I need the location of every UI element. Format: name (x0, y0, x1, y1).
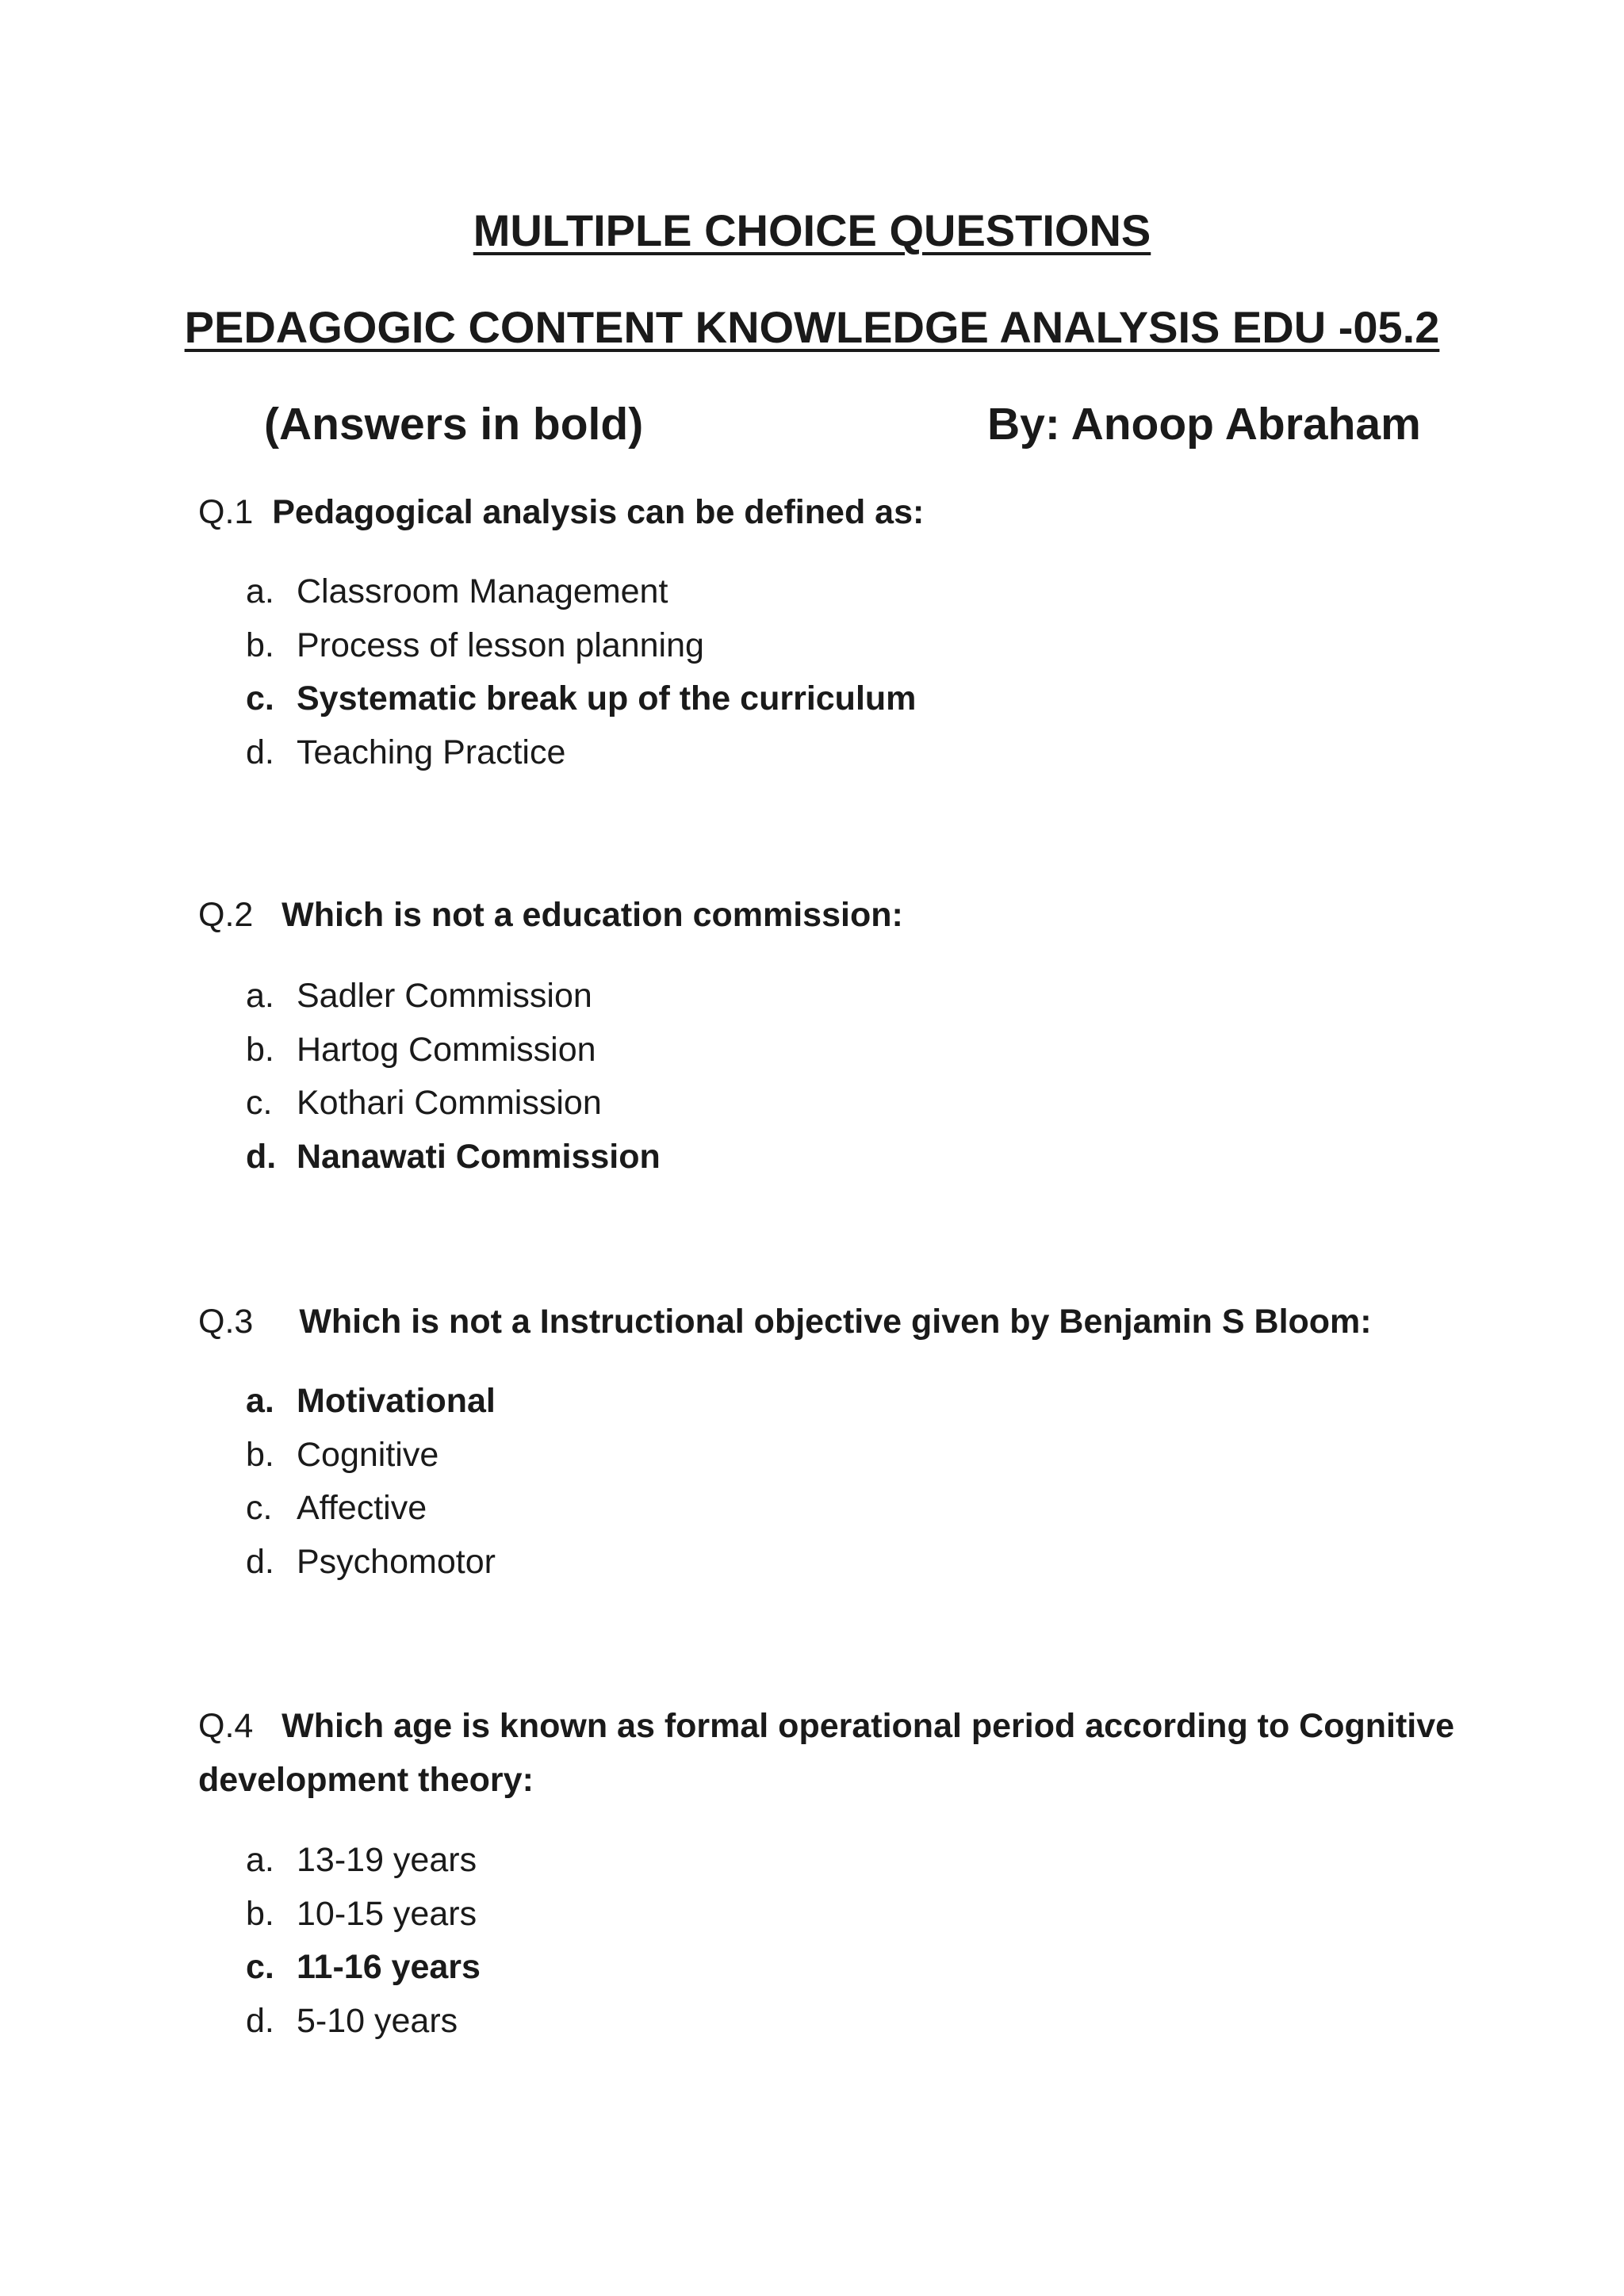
question-number: Q.4 (198, 1707, 254, 1745)
question-number: Q.1 (198, 493, 254, 531)
option-text: Hartog Commission (297, 1031, 596, 1069)
option-text: Affective (297, 1489, 427, 1527)
option-letter: d. (246, 1543, 274, 1581)
option-3a-correct (246, 1382, 496, 1421)
option-letter: a. (246, 1382, 274, 1420)
question-text-continued: development theory: (198, 1761, 534, 1799)
option-letter: b. (246, 1895, 274, 1933)
option-3d (246, 1543, 496, 1582)
question-4-line2 (198, 1761, 534, 1800)
option-1c-correct (246, 679, 916, 718)
option-text: 13-19 years (297, 1841, 477, 1879)
option-text: Cognitive (297, 1436, 439, 1474)
option-text: Motivational (297, 1382, 496, 1420)
option-letter: b. (246, 1436, 274, 1474)
option-letter: c. (246, 1489, 273, 1527)
question-4 (198, 1707, 1454, 1746)
option-letter: a. (246, 977, 274, 1015)
option-text: Kothari Commission (297, 1084, 602, 1122)
option-letter: a. (246, 1841, 274, 1879)
page-title: MULTIPLE CHOICE QUESTIONS (473, 205, 1151, 255)
option-3b (246, 1436, 439, 1475)
option-text: 10-15 years (297, 1895, 477, 1933)
question-text: Which is not a education commission: (282, 896, 903, 934)
question-text: Which age is known as formal operational period according to Cognitive (282, 1707, 1455, 1745)
option-text: 5-10 years (297, 2002, 458, 2040)
option-2b (246, 1031, 596, 1070)
option-1d (246, 733, 565, 772)
option-text: Classroom Management (297, 572, 668, 610)
option-letter: d. (246, 2002, 274, 2040)
option-4c-correct (246, 1948, 481, 1987)
option-2d-correct (246, 1138, 661, 1177)
option-text: 11-16 years (297, 1948, 481, 1986)
option-text: Psychomotor (297, 1543, 496, 1581)
option-4a (246, 1841, 477, 1880)
option-3c (246, 1489, 427, 1528)
option-letter: c. (246, 679, 274, 718)
option-4b (246, 1895, 477, 1934)
page-subtitle: PEDAGOGIC CONTENT KNOWLEDGE ANALYSIS EDU -05.2 (184, 302, 1440, 352)
option-2c (246, 1084, 602, 1123)
option-2a (246, 977, 592, 1016)
option-letter: c. (246, 1084, 273, 1122)
question-number: Q.2 (198, 896, 254, 934)
option-letter: d. (246, 1138, 277, 1176)
option-letter: b. (246, 626, 274, 664)
option-letter: c. (246, 1948, 274, 1986)
question-number: Q.3 (198, 1303, 254, 1341)
question-text: Pedagogical analysis can be defined as: (272, 493, 925, 531)
option-letter: b. (246, 1031, 274, 1069)
author-credit: By: Anoop Abraham (987, 399, 1421, 450)
question-3 (198, 1303, 1372, 1341)
option-letter: a. (246, 572, 274, 610)
option-text: Sadler Commission (297, 977, 592, 1015)
option-text: Systematic break up of the curriculum (297, 679, 917, 718)
option-text: Teaching Practice (297, 733, 566, 771)
option-1b (246, 626, 704, 665)
question-1 (198, 493, 924, 532)
option-4d (246, 2002, 458, 2041)
question-text: Which is not a Instructional objective given by Benjamin S Bloom: (299, 1303, 1372, 1341)
option-1a (246, 572, 668, 611)
option-text: Nanawati Commission (297, 1138, 661, 1176)
option-letter: d. (246, 733, 274, 771)
answers-note: (Answers in bold) (264, 399, 644, 450)
option-text: Process of lesson planning (297, 626, 704, 664)
question-2 (198, 896, 903, 935)
